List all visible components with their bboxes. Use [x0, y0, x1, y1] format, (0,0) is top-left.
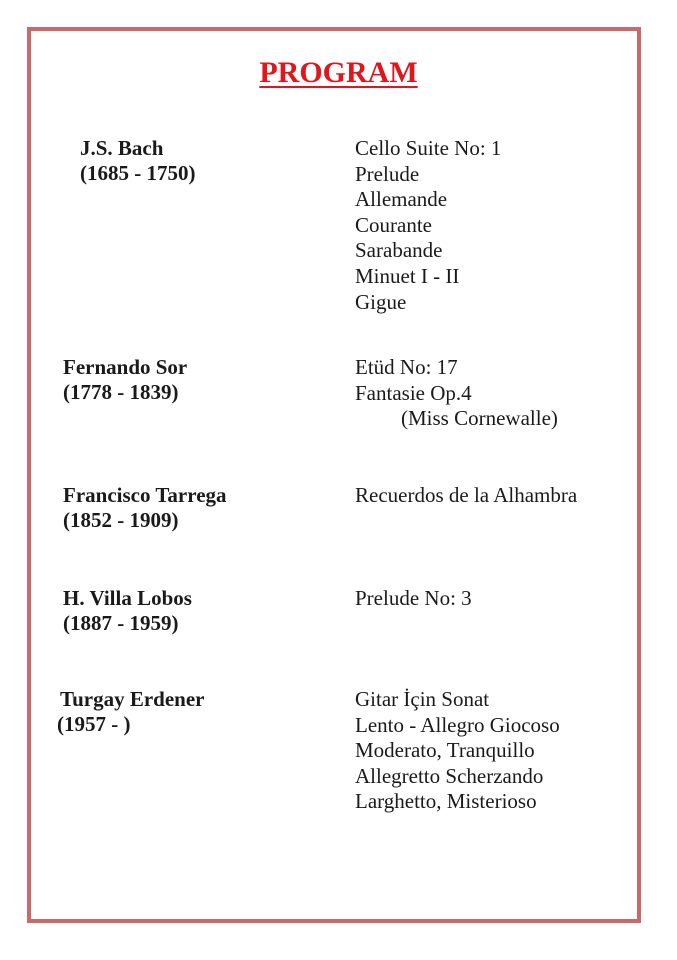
- work-item: Courante: [355, 212, 432, 237]
- works-list: [355, 687, 560, 815]
- work-item: Allemande: [355, 187, 448, 212]
- work-item: Prelude: [355, 161, 420, 186]
- composer: [63, 355, 187, 405]
- work-item: Recuerdos de la Alhambra: [355, 483, 578, 507]
- works-list: [355, 136, 501, 315]
- composer-name: Fernando Sor: [63, 355, 188, 379]
- composer-years: (1957 - ): [57, 712, 131, 736]
- work-item: Sarabande: [355, 238, 443, 263]
- composer: [80, 136, 195, 186]
- work-item: Fantasie Op.4: [355, 380, 472, 405]
- work-item: Gigue: [355, 289, 407, 314]
- work-item: (Miss Cornewalle): [401, 406, 558, 431]
- works-list: [355, 355, 558, 432]
- work-item: Prelude No: 3: [355, 586, 472, 610]
- composer-years: (1778 - 1839): [63, 380, 179, 404]
- work-item: Etüd No: 17: [355, 355, 458, 379]
- composer: [63, 586, 192, 636]
- works-list: [355, 586, 472, 612]
- work-item: Gitar İçin Sonat: [355, 687, 490, 711]
- work-item: Minuet I - II: [355, 263, 460, 288]
- work-item: Allegretto Scherzando: [355, 763, 544, 788]
- works-list: [355, 483, 577, 509]
- composer-years: (1852 - 1909): [63, 508, 179, 532]
- composer-name: H. Villa Lobos: [63, 586, 192, 610]
- composer-name: Francisco Tarrega: [63, 483, 227, 507]
- page-title: PROGRAM: [259, 56, 418, 89]
- composer-name: J.S. Bach: [80, 136, 164, 160]
- composer-years: (1887 - 1959): [63, 611, 179, 635]
- work-item: Larghetto, Misterioso: [355, 789, 537, 814]
- composer: [63, 483, 227, 533]
- composer: [57, 687, 205, 737]
- work-item: Cello Suite No: 1: [355, 136, 502, 160]
- composer-name: Turgay Erdener: [60, 687, 205, 711]
- composer-years: (1685 - 1750): [80, 161, 196, 185]
- work-item: Moderato, Tranquillo: [355, 738, 535, 763]
- work-item: Lento - Allegro Giocoso: [355, 712, 560, 737]
